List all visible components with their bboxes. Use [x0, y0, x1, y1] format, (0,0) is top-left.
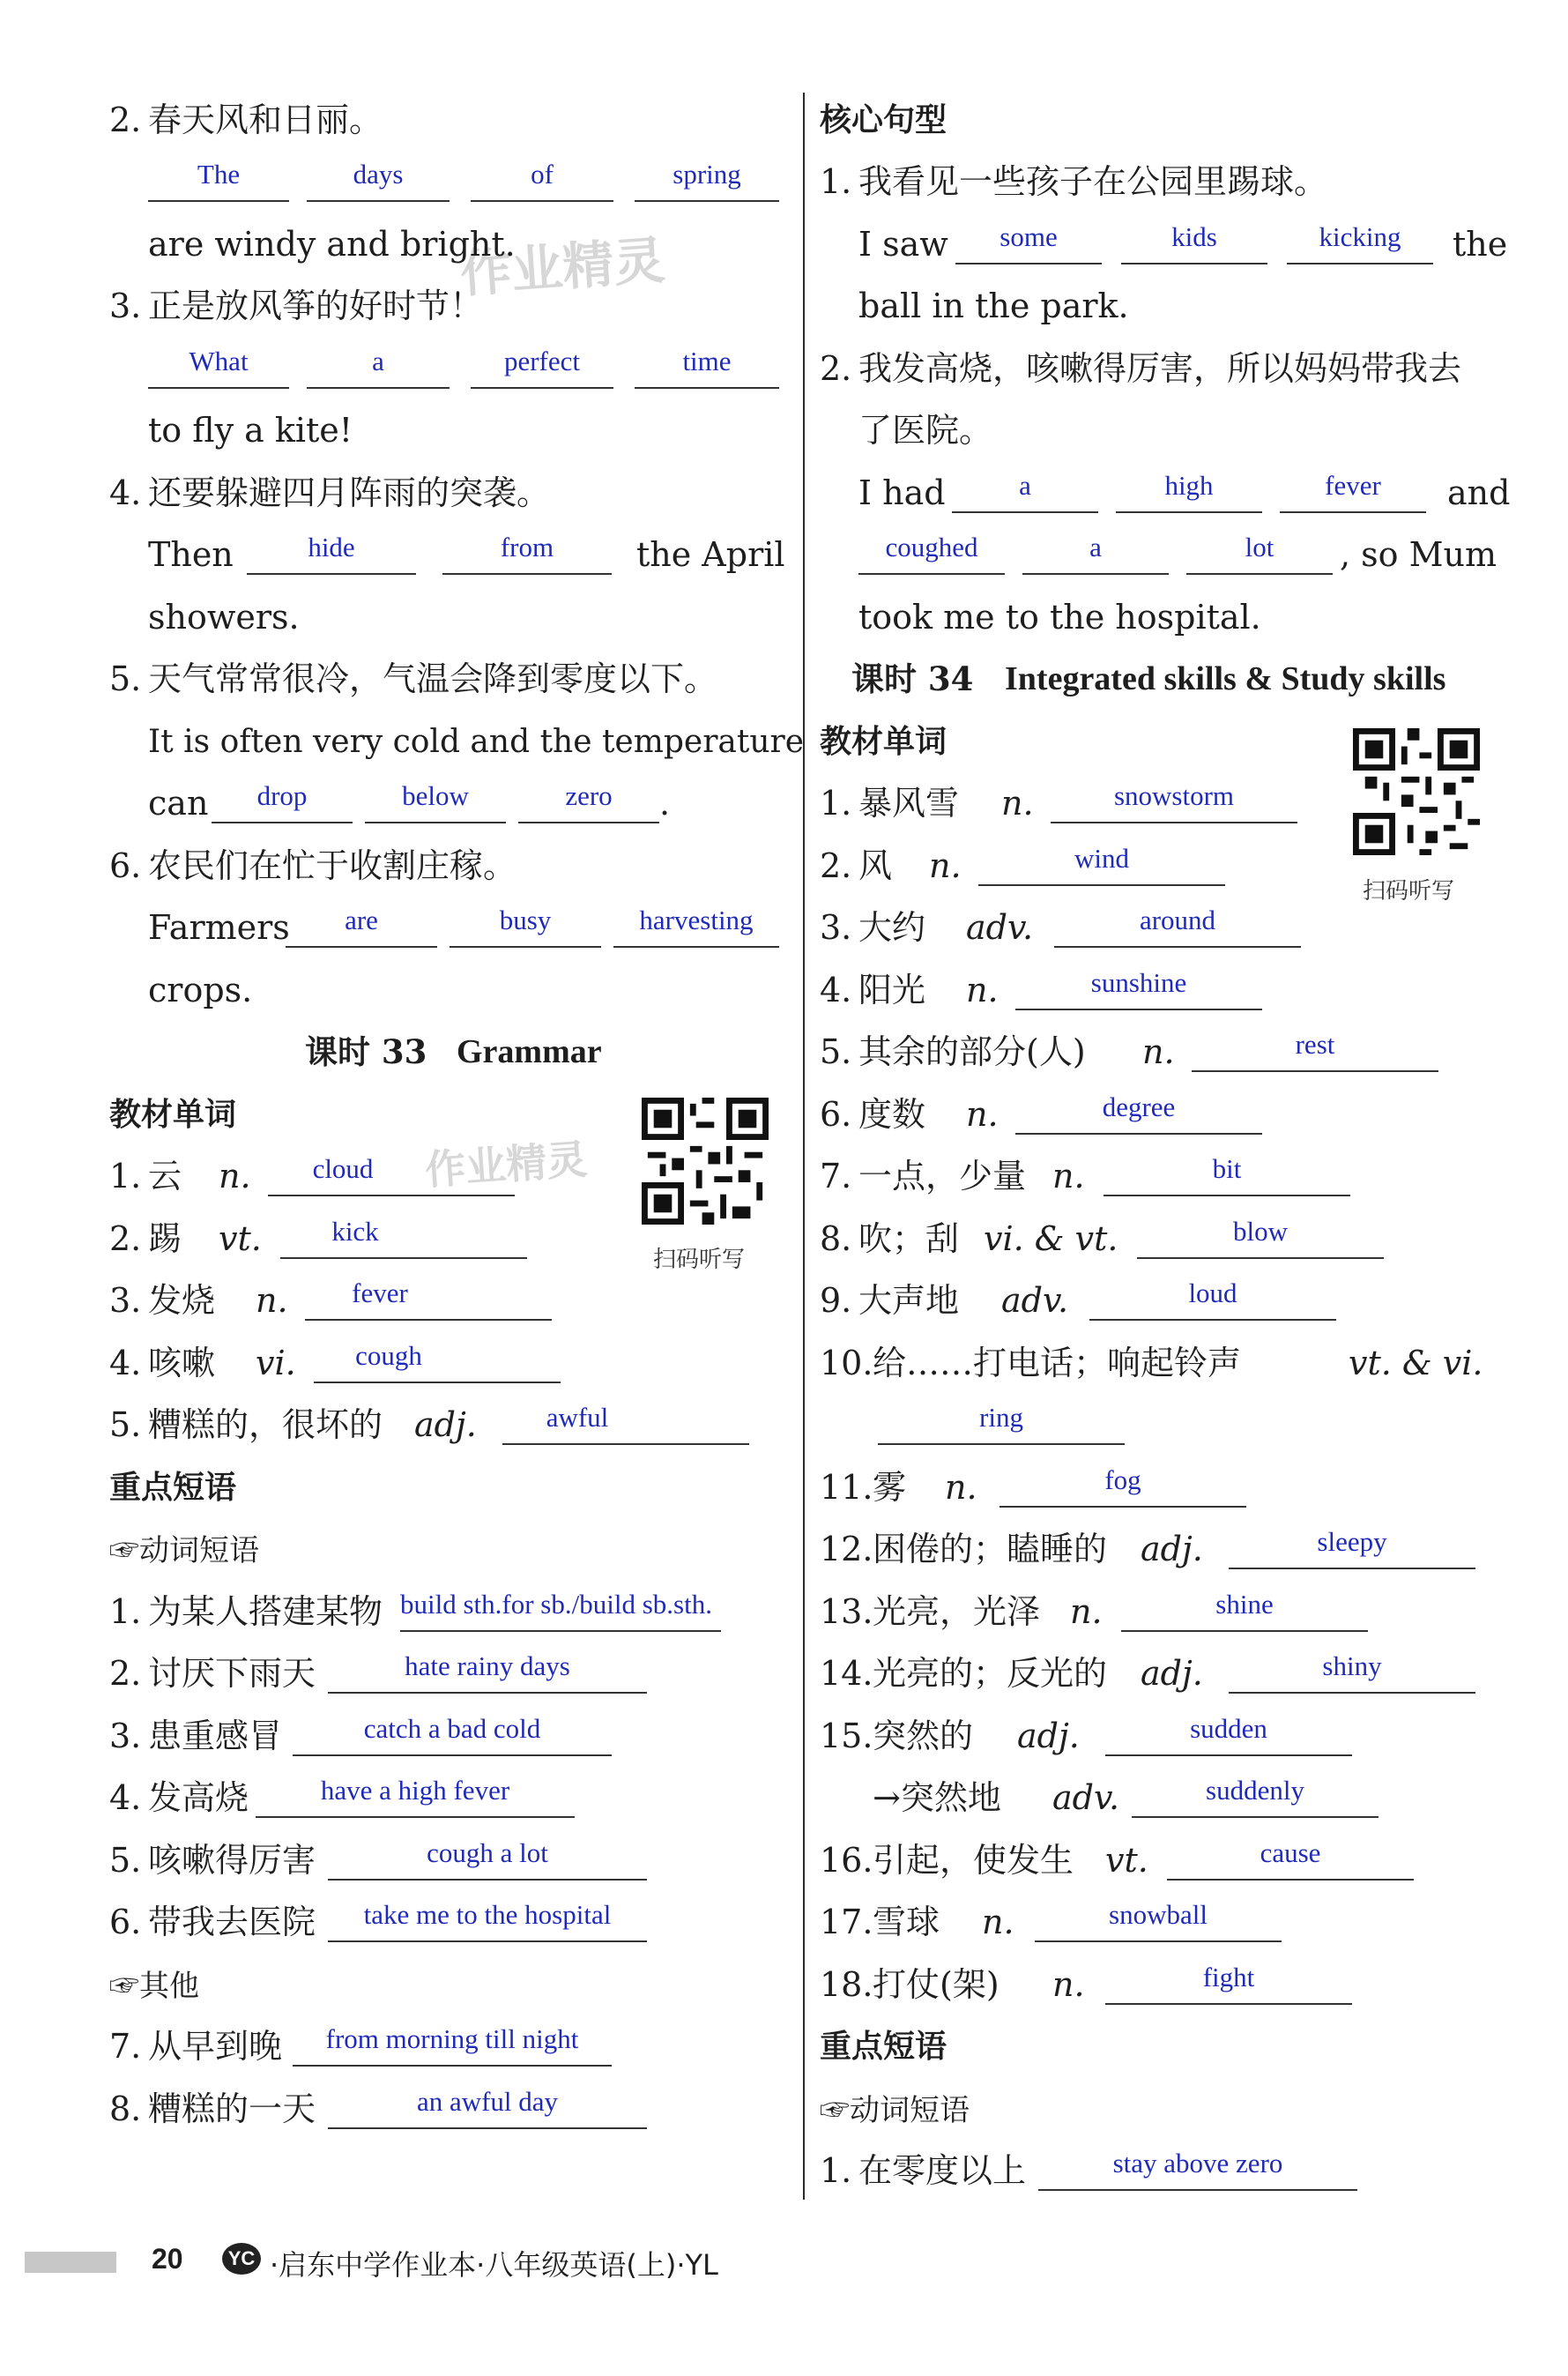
answer-blank[interactable]: kids — [1121, 222, 1267, 264]
answer-blank[interactable]: from morning till night — [293, 2024, 612, 2067]
answer-line — [109, 337, 788, 399]
answer-blank[interactable]: time — [635, 346, 779, 389]
vocab-heading: 教材单词 — [109, 1096, 237, 1133]
answer-blank[interactable]: snowstorm — [1051, 781, 1297, 823]
vocab-item: 10. 给……打电话；响起铃声 vt. & vi. — [820, 1343, 1483, 1382]
answer-blank[interactable]: cough — [314, 1341, 561, 1383]
answer-blank[interactable]: fog — [1000, 1465, 1246, 1508]
phrase-item: 4. 发高烧 have a high fever — [109, 1767, 788, 1829]
watermark: 作业精灵 — [423, 1135, 589, 1195]
phrase-item: 2. 讨厌下雨天 hate rainy days — [109, 1642, 788, 1705]
answer-blank[interactable]: coughed — [858, 533, 1005, 575]
lesson-34-title: 课时 34 Integrated skills & Study skills — [851, 659, 1446, 698]
answer-blank[interactable]: an awful day — [328, 2087, 647, 2129]
qr-caption: 扫码听写 — [1363, 878, 1455, 905]
vocab-item: 3. 大约 adv. around — [820, 897, 1516, 959]
answer-blank[interactable]: high — [1116, 471, 1262, 513]
answer-blank[interactable]: awful — [502, 1403, 749, 1445]
vocab-item: 12. 困倦的；瞌睡的 adj. sleepy — [820, 1518, 1516, 1581]
phrase-item: 5. 咳嗽得厉害 cough a lot — [109, 1829, 788, 1891]
vocab-item: 2. 风 n. wind — [820, 834, 1516, 897]
exercise-line: 2. 我发高烧，咳嗽得厉害，所以妈妈带我去 — [820, 348, 1462, 388]
vocab-item: 17. 雪球 n. snowball — [820, 1891, 1516, 1954]
exercise-line: 1. 我看见一些孩子在公园里踢球。 — [820, 162, 1328, 201]
exercise-line: are windy and bright. — [148, 224, 516, 264]
answer-blank[interactable]: catch a bad cold — [293, 1714, 612, 1756]
answer-line: Farmers are busy harvesting — [109, 897, 788, 959]
answer-blank[interactable]: a — [952, 471, 1098, 513]
answer-blank[interactable]: stay above zero — [1038, 2149, 1357, 2191]
answer-blank[interactable]: blow — [1137, 1217, 1384, 1259]
exercise-line: 4. 还要躲避四月阵雨的突袭。 — [109, 473, 551, 512]
answer-blank[interactable]: fight — [1105, 1963, 1352, 2005]
answer-blank[interactable]: zero — [518, 781, 659, 823]
answer-blank[interactable]: The — [148, 160, 289, 202]
answer-blank[interactable]: shiny — [1229, 1651, 1475, 1694]
footer-bar — [25, 2252, 116, 2273]
answer-blank[interactable]: degree — [1015, 1092, 1262, 1135]
answer-blank[interactable]: drop — [212, 781, 353, 823]
phrase-item: 1. 在零度以上 stay above zero — [820, 2140, 1516, 2202]
vocab-item — [820, 1394, 1516, 1456]
vocab-item: 15. 突然的 adj. sudden — [820, 1704, 1516, 1767]
answer-blank[interactable]: sunshine — [1015, 968, 1262, 1010]
answer-blank[interactable]: shine — [1121, 1590, 1368, 1632]
exercise-line: crops. — [148, 970, 253, 1009]
exercise-line: showers. — [148, 597, 300, 637]
answer-line: coughed a lot , so Mum — [820, 524, 1516, 586]
exercise-line: 5. 天气常常很冷，气温会降到零度以下。 — [109, 659, 718, 698]
vocab-item: →突然地 adv. suddenly — [820, 1767, 1516, 1829]
answer-blank[interactable]: are — [286, 905, 437, 948]
qr-code[interactable] — [1353, 728, 1480, 855]
vocab-item: 4. 阳光 n. sunshine — [820, 958, 1516, 1021]
verb-phrases-label: ☞动词短语 — [109, 1533, 259, 1568]
exercise-line: It is often very cold and the temperature — [148, 723, 805, 760]
exercise-line: 了医院。 — [858, 411, 993, 450]
vocab-item: 7. 一点，少量 n. bit — [820, 1145, 1516, 1208]
phrase-item: 8. 糟糕的一天 an awful day — [109, 2077, 788, 2140]
answer-blank[interactable]: fever — [1280, 471, 1426, 513]
answer-line — [109, 151, 788, 213]
answer-blank[interactable]: What — [148, 346, 289, 389]
answer-blank[interactable]: kick — [280, 1217, 527, 1259]
answer-blank[interactable]: of — [471, 160, 613, 202]
page-footer — [0, 2231, 1568, 2292]
core-heading: 核心句型 — [820, 101, 947, 138]
answer-blank[interactable]: bit — [1104, 1154, 1350, 1196]
answer-blank[interactable]: some — [955, 222, 1102, 264]
publisher-logo: YC — [222, 2243, 261, 2275]
answer-blank[interactable]: loud — [1089, 1278, 1336, 1321]
vocab-item: 14. 光亮的；反光的 adj. shiny — [820, 1642, 1516, 1705]
lesson-33-title: 课时 33 Grammar — [305, 1032, 602, 1071]
answer-blank[interactable]: cloud — [268, 1154, 515, 1196]
vocab-item: 5. 糟糕的，很坏的 adj. awful — [109, 1394, 788, 1456]
verb-phrases-label: ☞动词短语 — [820, 2092, 970, 2128]
vocab-item: 1. 暴风雪 n. snowstorm — [820, 772, 1516, 835]
vocab-item: 3. 发烧 n. fever — [109, 1270, 788, 1332]
column-divider — [803, 93, 805, 2200]
phrase-item: 1. 为某人搭建某物 build sth.for sb./build sb.sth. — [109, 1580, 788, 1642]
vocab-heading: 教材单词 — [820, 723, 947, 760]
phrase-item: 7. 从早到晚 from morning till night — [109, 2015, 788, 2078]
answer-blank[interactable]: cause — [1167, 1838, 1414, 1881]
answer-blank[interactable]: suddenly — [1132, 1776, 1379, 1818]
other-label: ☞其他 — [109, 1968, 199, 2004]
answer-blank[interactable]: perfect — [471, 346, 613, 389]
vocab-item: 5. 其余的部分(人) n. rest — [820, 1021, 1516, 1084]
exercise-line: took me to the hospital. — [858, 597, 1261, 637]
answer-line: Then hide from the April — [148, 532, 785, 574]
watermark: 作业精灵 — [458, 229, 667, 304]
answer-blank[interactable]: take me to the hospital — [328, 1900, 647, 1942]
answer-blank[interactable]: hide — [247, 533, 416, 575]
answer-blank[interactable]: sleepy — [1229, 1527, 1475, 1569]
answer-blank[interactable]: around — [1054, 905, 1301, 948]
answer-blank[interactable]: sudden — [1105, 1714, 1352, 1756]
answer-blank[interactable]: a — [1022, 533, 1169, 575]
answer-blank[interactable]: snowball — [1035, 1900, 1282, 1942]
answer-blank[interactable]: hate rainy days — [328, 1651, 647, 1694]
qr-code[interactable] — [642, 1098, 769, 1225]
answer-blank[interactable]: harvesting — [613, 905, 779, 948]
answer-blank[interactable]: cough a lot — [328, 1838, 647, 1881]
answer-line: I had a high fever and — [858, 469, 1511, 512]
answer-blank[interactable]: wind — [978, 844, 1225, 886]
answer-blank[interactable]: fever — [305, 1278, 552, 1321]
exercise-line: 2. 春天风和日丽。 — [109, 100, 383, 139]
vocab-item: 2. 踢 vt. kick — [109, 1207, 788, 1270]
answer-blank[interactable]: lot — [1186, 533, 1333, 575]
exercise-line: to fly a kite! — [148, 411, 353, 450]
vocab-item: 11. 雾 n. fog — [820, 1456, 1516, 1518]
answer-blank[interactable]: a — [307, 346, 450, 389]
vocab-item: 8. 吹；刮 vi. & vt. blow — [820, 1207, 1516, 1270]
answer-blank[interactable]: build sth.for sb./build sb.sth. — [400, 1590, 721, 1632]
right-column — [820, 88, 1516, 2201]
answer-blank[interactable]: kicking — [1287, 222, 1433, 264]
answer-blank[interactable]: days — [307, 160, 450, 202]
answer-blank[interactable]: ring — [878, 1403, 1125, 1445]
page-number: 20 — [152, 2243, 183, 2275]
phrase-item: 6. 带我去医院 take me to the hospital — [109, 1891, 788, 1954]
answer-blank[interactable]: below — [365, 781, 506, 823]
vocab-item: 13. 光亮，光泽 n. shine — [820, 1580, 1516, 1642]
vocab-item: 16. 引起，使发生 vt. cause — [820, 1829, 1516, 1891]
exercise-line: 6. 农民们在忙于收割庄稼。 — [109, 845, 517, 885]
answer-blank[interactable]: have a high fever — [256, 1776, 575, 1818]
vocab-item: 1. 云 n. cloud — [109, 1145, 788, 1208]
vocab-item: 18. 打仗(架) n. fight — [820, 1953, 1516, 2015]
phrases-heading: 重点短语 — [820, 2029, 947, 2065]
answer-line: can drop below zero . — [148, 780, 671, 823]
phrases-heading: 重点短语 — [109, 1469, 237, 1506]
qr-caption: 扫码听写 — [653, 1247, 746, 1273]
exercise-line: 3. 正是放风筝的好时节！ — [109, 287, 484, 325]
answer-blank[interactable]: from — [442, 533, 612, 575]
phrase-item: 3. 患重感冒 catch a bad cold — [109, 1704, 788, 1767]
vocab-item: 9. 大声地 adv. loud — [820, 1270, 1516, 1332]
answer-blank[interactable]: spring — [635, 160, 779, 202]
vocab-item: 4. 咳嗽 vi. cough — [109, 1331, 788, 1394]
book-title: ·启东中学作业本·八年级英语(上)·YL — [270, 2248, 718, 2282]
vocab-item: 6. 度数 n. degree — [820, 1083, 1516, 1145]
answer-blank[interactable]: rest — [1192, 1030, 1438, 1072]
exercise-line: ball in the park. — [858, 287, 1129, 325]
answer-blank[interactable]: busy — [450, 905, 601, 948]
answer-line: I saw some kids kicking the — [858, 220, 1508, 264]
